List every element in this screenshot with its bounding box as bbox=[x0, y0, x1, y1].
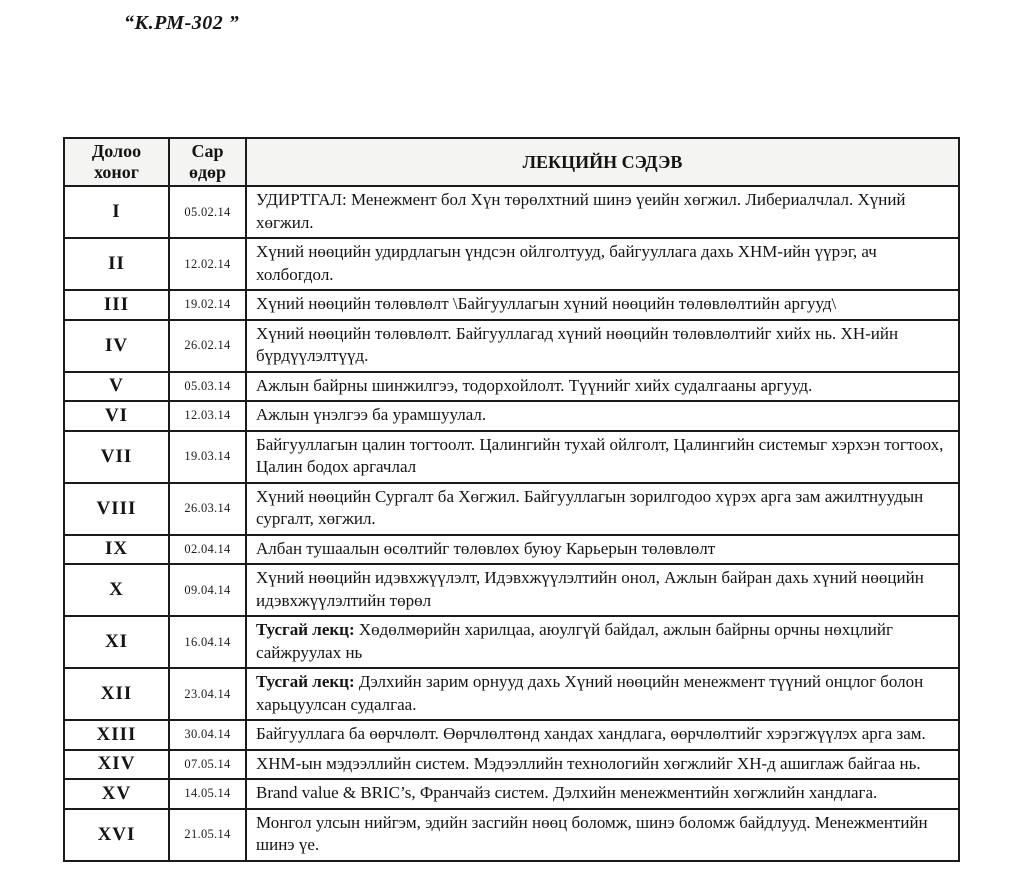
date-cell: 19.03.14 bbox=[169, 431, 246, 483]
week-cell: VI bbox=[64, 401, 169, 431]
table-row bbox=[64, 401, 959, 431]
topic-cell: Хүний нөөцийн удирдлагын үндсэн ойлголтууд, байгууллага дахь ХНМ-ийн үүрэг, ач холбогдол. bbox=[246, 238, 959, 290]
week-cell: IX bbox=[64, 535, 169, 565]
table-row bbox=[64, 535, 959, 565]
table-row bbox=[64, 186, 959, 238]
table-row bbox=[64, 320, 959, 372]
table-row bbox=[64, 668, 959, 720]
table-row bbox=[64, 809, 959, 861]
week-cell: IV bbox=[64, 320, 169, 372]
table-row bbox=[64, 779, 959, 809]
date-cell: 05.03.14 bbox=[169, 372, 246, 402]
table-row bbox=[64, 616, 959, 668]
table-row bbox=[64, 564, 959, 616]
date-cell: 07.05.14 bbox=[169, 750, 246, 780]
topic-cell: Албан тушаалын өсөлтийг төлөвлөх буюу Карьерын төлөвлөлт bbox=[246, 535, 959, 565]
document-code: “К.РМ-302 ” bbox=[124, 12, 240, 34]
week-cell: I bbox=[64, 186, 169, 238]
topic-cell: ХНМ-ын мэдээллийн систем. Мэдээллийн технологийн хөгжлийг ХН-д ашиглаж байгаа нь. bbox=[246, 750, 959, 780]
topic-cell: Байгууллага ба өөрчлөлт. Өөрчлөлтөнд хандах хандлага, өөрчлөлтийг хэрэгжүүлэх арга зам. bbox=[246, 720, 959, 750]
week-cell: XIV bbox=[64, 750, 169, 780]
table-row bbox=[64, 483, 959, 535]
date-cell: 12.02.14 bbox=[169, 238, 246, 290]
week-cell: X bbox=[64, 564, 169, 616]
topic-bold-prefix: Тусгай лекц: bbox=[256, 620, 355, 639]
week-cell: II bbox=[64, 238, 169, 290]
header-topic: ЛЕКЦИЙН СЭДЭВ bbox=[246, 138, 959, 186]
date-cell: 02.04.14 bbox=[169, 535, 246, 565]
topic-cell: Байгууллагын цалин тогтоолт. Цалингийн тухай ойлголт, Цалингийн системыг хэрхэн тогтоох, Цалин бодох аргачлал bbox=[246, 431, 959, 483]
topic-bold-prefix: Тусгай лекц: bbox=[256, 672, 355, 691]
week-cell: III bbox=[64, 290, 169, 320]
week-cell: VII bbox=[64, 431, 169, 483]
table-header bbox=[64, 138, 959, 186]
date-cell: 16.04.14 bbox=[169, 616, 246, 668]
header-row bbox=[64, 138, 959, 186]
week-cell: XVI bbox=[64, 809, 169, 861]
topic-cell: Хүний нөөцийн төлөвлөлт \Байгууллагын хүний нөөцийн төлөвлөлтийн аргууд\ bbox=[246, 290, 959, 320]
date-cell: 14.05.14 bbox=[169, 779, 246, 809]
topic-cell: Brand value & BRIC’s, Франчайз систем. Дэлхийн менежментийн хөгжлийн хандлага. bbox=[246, 779, 959, 809]
table-row bbox=[64, 238, 959, 290]
lecture-schedule-table bbox=[63, 137, 960, 862]
header-date: Сар өдөр bbox=[169, 138, 246, 186]
date-cell: 12.03.14 bbox=[169, 401, 246, 431]
topic-cell: Хүний нөөцийн идэвхжүүлэлт, Идэвхжүүлэлтийн онол, Ажлын байран дахь хүний нөөцийн идэвхжүүлэлтийн төрөл bbox=[246, 564, 959, 616]
table-row bbox=[64, 372, 959, 402]
table-row bbox=[64, 290, 959, 320]
date-cell: 23.04.14 bbox=[169, 668, 246, 720]
date-cell: 26.03.14 bbox=[169, 483, 246, 535]
topic-cell: УДИРТГАЛ: Менежмент бол Хүн төрөлхтний шинэ үеийн хөгжил. Либериалчлал. Хүний хөгжил. bbox=[246, 186, 959, 238]
topic-cell: Ажлын байрны шинжилгээ, тодорхойлолт. Түүнийг хийх судалгааны аргууд. bbox=[246, 372, 959, 402]
week-cell: XII bbox=[64, 668, 169, 720]
table-row bbox=[64, 431, 959, 483]
table-row bbox=[64, 720, 959, 750]
week-cell: V bbox=[64, 372, 169, 402]
table-row bbox=[64, 750, 959, 780]
topic-cell: Тусгай лекц: Хөдөлмөрийн харилцаа, аюулгүй байдал, ажлын байрны орчны нөхцлийг сайжруулах нь bbox=[246, 616, 959, 668]
date-cell: 09.04.14 bbox=[169, 564, 246, 616]
topic-cell: Монгол улсын нийгэм, эдийн засгийн нөөц боломж, шинэ боломж байдлууд. Менежментийн шинэ үе. bbox=[246, 809, 959, 861]
topic-cell: Тусгай лекц: Дэлхийн зарим орнууд дахь Хүний нөөцийн менежмент түүний онцлог болон харьцуулсан судалгаа. bbox=[246, 668, 959, 720]
week-cell: VIII bbox=[64, 483, 169, 535]
date-cell: 19.02.14 bbox=[169, 290, 246, 320]
header-week: Долоо хоног bbox=[64, 138, 169, 186]
week-cell: XIII bbox=[64, 720, 169, 750]
schedule-body bbox=[64, 186, 959, 861]
topic-cell: Ажлын үнэлгээ ба урамшуулал. bbox=[246, 401, 959, 431]
topic-cell: Хүний нөөцийн Сургалт ба Хөгжил. Байгууллагын зорилгодоо хүрэх арга зам ажилтнуудын сургалт, хөгжил. bbox=[246, 483, 959, 535]
date-cell: 30.04.14 bbox=[169, 720, 246, 750]
date-cell: 05.02.14 bbox=[169, 186, 246, 238]
date-cell: 26.02.14 bbox=[169, 320, 246, 372]
week-cell: XV bbox=[64, 779, 169, 809]
date-cell: 21.05.14 bbox=[169, 809, 246, 861]
topic-cell: Хүний нөөцийн төлөвлөлт. Байгууллагад хүний нөөцийн төлөвлөлтийг хийх нь. ХН-ийн бүрдүүлэлтүүд. bbox=[246, 320, 959, 372]
week-cell: XI bbox=[64, 616, 169, 668]
